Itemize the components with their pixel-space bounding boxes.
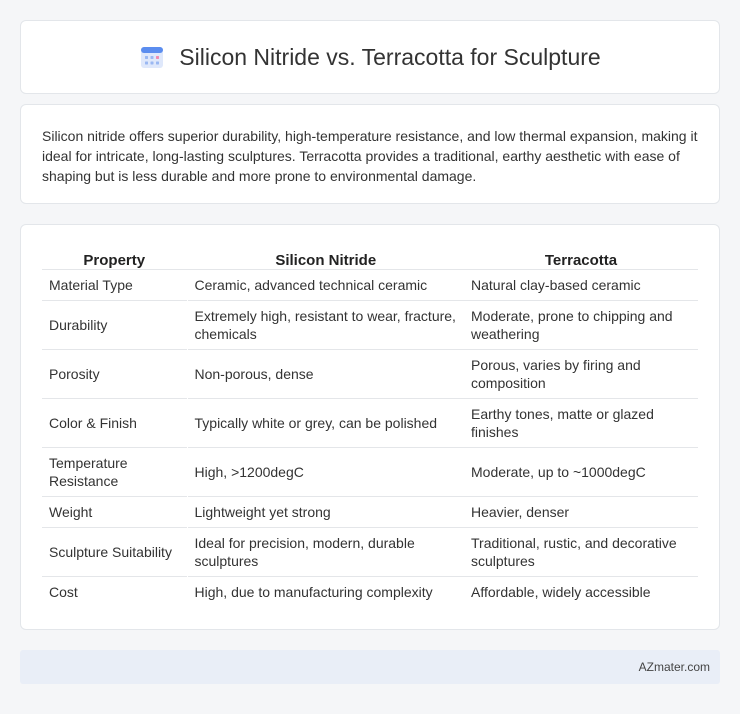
table-row: [42, 447, 698, 496]
summary-card: [20, 104, 720, 204]
summary-text: Silicon nitride offers superior durability, high-temperature resistance, and low thermal expansion, making it ideal for intricate, long-lasting sculptures. Terracotta provides a traditional, earthy aesthetic with ease of shaping but is less durable and more prone to environmental damage.: [42, 128, 698, 184]
silicon-nitride-cell: Lightweight yet strong: [187, 496, 464, 527]
property-cell: Material Type: [42, 269, 187, 300]
silicon-nitride-cell: Ideal for precision, modern, durable sculptures: [187, 527, 464, 576]
table-header-row: [42, 247, 698, 269]
calendar-grid-icon: [139, 44, 165, 70]
table-row: [42, 496, 698, 527]
terracotta-cell: Porous, varies by firing and composition: [464, 349, 698, 398]
header-property: Property: [42, 247, 187, 269]
terracotta-cell: Affordable, widely accessible: [464, 576, 698, 607]
terracotta-cell: Earthy tones, matte or glazed finishes: [464, 398, 698, 447]
terracotta-cell: Moderate, up to ~1000degC: [464, 447, 698, 496]
terracotta-cell: Traditional, rustic, and decorative sculptures: [464, 527, 698, 576]
table-row: [42, 576, 698, 607]
property-cell: Temperature Resistance: [42, 447, 187, 496]
header-silicon-nitride: Silicon Nitride: [187, 247, 464, 269]
page-title: Silicon Nitride vs. Terracotta for Sculpture: [179, 43, 601, 70]
property-cell: Durability: [42, 300, 187, 349]
silicon-nitride-cell: Typically white or grey, can be polished: [187, 398, 464, 447]
terracotta-cell: Moderate, prone to chipping and weathering: [464, 300, 698, 349]
header-terracotta: Terracotta: [464, 247, 698, 269]
terracotta-cell: Heavier, denser: [464, 496, 698, 527]
silicon-nitride-cell: Ceramic, advanced technical ceramic: [187, 269, 464, 300]
property-cell: Color & Finish: [42, 398, 187, 447]
silicon-nitride-cell: Extremely high, resistant to wear, fracture, chemicals: [187, 300, 464, 349]
property-cell: Porosity: [42, 349, 187, 398]
terracotta-cell: Natural clay-based ceramic: [464, 269, 698, 300]
property-cell: Weight: [42, 496, 187, 527]
table-row: [42, 349, 698, 398]
silicon-nitride-cell: High, due to manufacturing complexity: [187, 576, 464, 607]
comparison-table-card: [20, 224, 720, 630]
property-cell: Cost: [42, 576, 187, 607]
property-cell: Sculpture Suitability: [42, 527, 187, 576]
footer-brand: AZmater.com: [638, 660, 710, 674]
footer: [20, 650, 720, 684]
silicon-nitride-cell: Non-porous, dense: [187, 349, 464, 398]
silicon-nitride-cell: High, >1200degC: [187, 447, 464, 496]
title-card: [20, 20, 720, 94]
table-row: [42, 527, 698, 576]
table-row: [42, 300, 698, 349]
table-row: [42, 269, 698, 300]
table-row: [42, 398, 698, 447]
comparison-table: [42, 247, 698, 607]
